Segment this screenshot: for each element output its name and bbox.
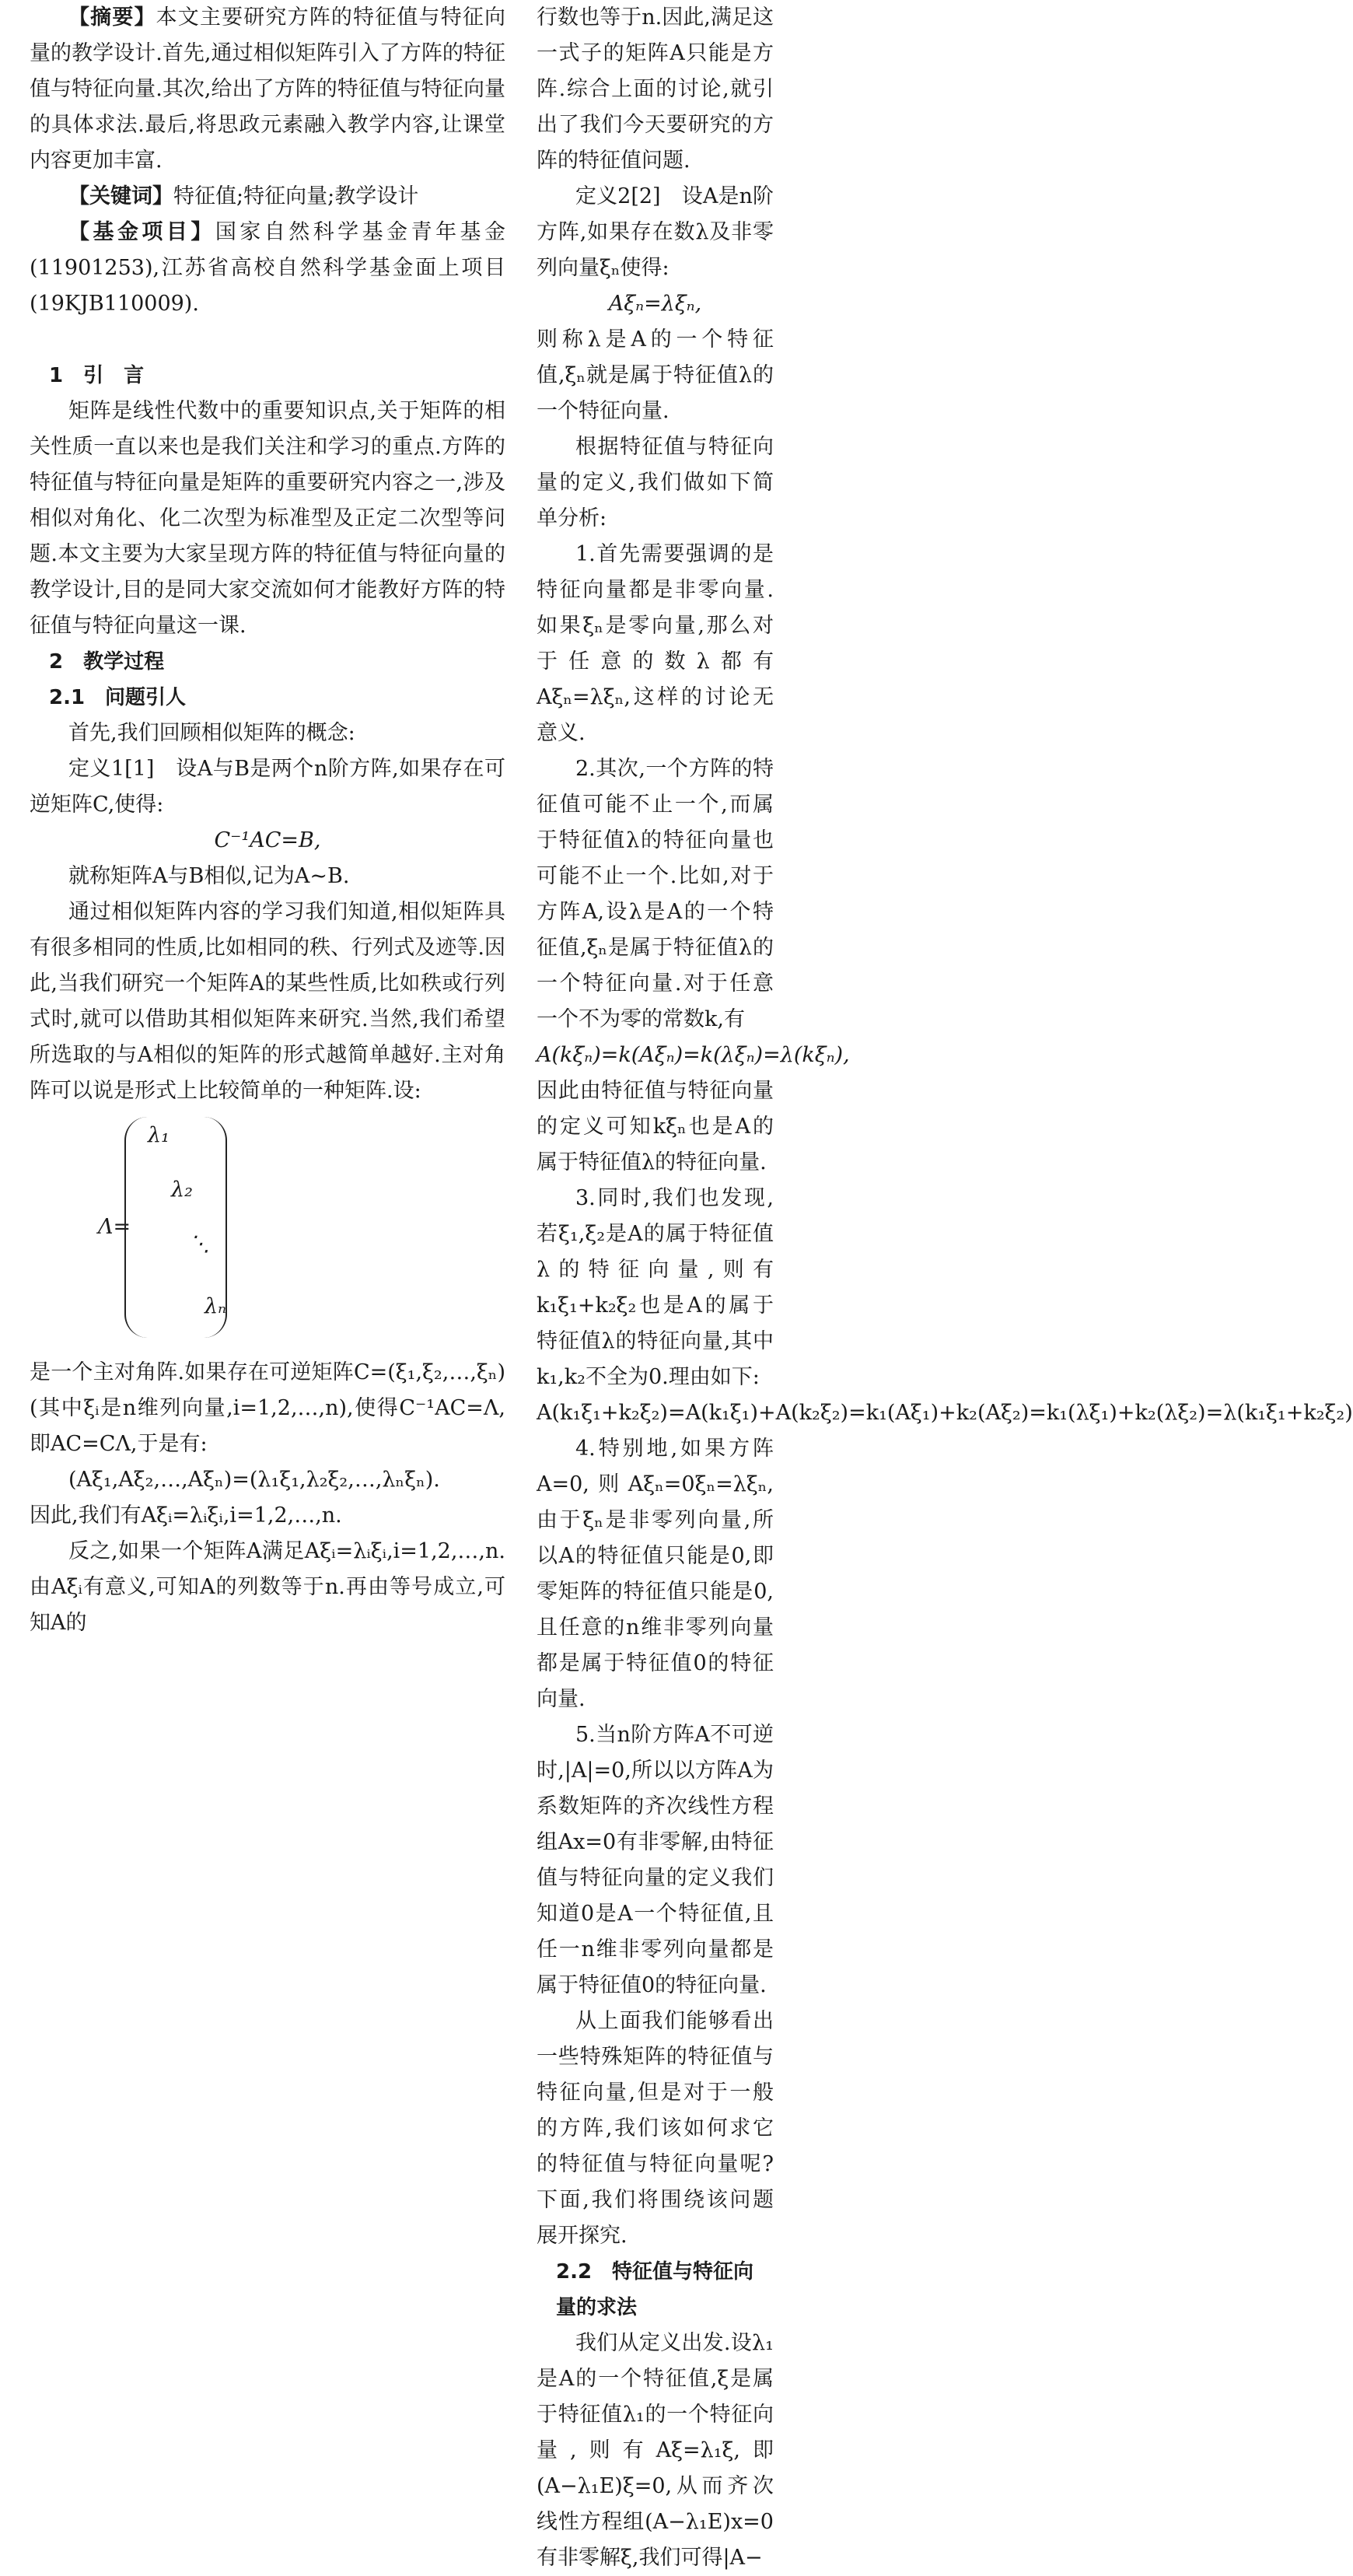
matrix-label: Λ=	[98, 1215, 131, 1239]
converse-paragraph: 反之,如果一个矩阵A满足Aξᵢ=λᵢξᵢ,i=1,2,…,n.由Aξᵢ有意义,可知A的列数等于n.再由等号成立,可知A的	[30, 1539, 505, 1635]
fund-text: 国家自然科学基金青年基金(11901253),江苏省高校自然科学基金面上项目(19KJB110009).	[30, 220, 506, 316]
section-1-paragraph: 矩阵是线性代数中的重要知识点,关于矩阵的相关性质一直以来也是我们关注和学习的重点.方阵的特征值与特征向量是矩阵的重要研究内容之一,涉及相似对角化、化二次型为标准型及正定二次型等问题.本文主要为大家呈现方阵的特征值与特征向量的教学设计,目的是同大家交流如何才能教好方阵的特征值与特征向量这一课.	[30, 399, 505, 638]
equation-3: Aξₙ=λξₙ,	[608, 292, 702, 316]
left-column	[30, 0, 505, 1641]
matrix-entry-1: λ₁	[148, 1123, 170, 1147]
section-2-2-title: 2.2 特征值与特征向量的求法	[556, 2260, 754, 2319]
point-5: 5.当n阶方阵A不可逆时,|A|=0,所以以方阵A为系数矩阵的齐次线性方程组Ax=0有非零解,由特征值与特征向量的定义我们知道0是A一个特征值,且任一n维非零列向量都是属于特征值0的特征向量.	[537, 1723, 774, 1997]
diagonal-matrix	[30, 1115, 505, 1349]
matrix-entry-dots: ⋱	[189, 1232, 210, 1256]
fund	[30, 215, 505, 322]
diagonal-paragraph: 是一个主对角阵.如果存在可逆矩阵C=(ξ₁,ξ₂,…,ξₙ)(其中ξᵢ是n维列向量,i=1,2,…,n),使得C⁻¹AC=Λ,即AC=CΛ,于是有:	[30, 1360, 505, 1456]
abstract	[30, 0, 505, 179]
matrix-entry-2: λ₂	[171, 1178, 193, 1202]
intro-paragraph: 首先,我们回顾相似矩阵的概念:	[68, 721, 355, 745]
result-paragraph: 因此,我们有Aξᵢ=λᵢξᵢ,i=1,2,…,n.	[30, 1503, 342, 1528]
point-4: 4.特别地,如果方阵A=0,则Aξₙ=0ξₙ=λξₙ,由于ξₙ是非零列向量,所以A的特征值只能是0,即零矩阵的特征值只能是0,且任意的n维非零列向量都是属于特征值0的特征向量.	[537, 1437, 774, 1711]
keywords-label: 【关键词】	[68, 184, 173, 208]
equation-1: C⁻¹AC=B,	[214, 828, 321, 852]
fund-label: 【基金项目】	[68, 220, 215, 244]
right-paragraph-1: 行数也等于n.因此,满足这一式子的矩阵A只能是方阵.综合上面的讨论,就引出了我们今天要研究的方阵的特征值问题.	[537, 5, 774, 173]
point-2-conclusion: 因此由特征值与特征向量的定义可知kξₙ也是A的属于特征值λ的特征向量.	[537, 1079, 774, 1174]
definition-1: 定义1[1] 设A与B是两个n阶方阵,如果存在可逆矩阵C,使得:	[30, 757, 505, 817]
point-2: 2.其次,一个方阵的特征值可能不止一个,而属于特征值λ的特征向量也可能不止一个.比如,对于方阵A,设λ是A的一个特征值,ξₙ是属于特征值λ的一个特征向量.对于任意一个不为零的常数k,有	[537, 757, 774, 1031]
right-paragraph-2: 则称λ是A的一个特征值,ξₙ就是属于特征值λ的一个特征向量.	[537, 327, 774, 423]
method-paragraph: 我们从定义出发.设λ₁是A的一个特征值,ξ是属于特征值λ₁的一个特征向量,则有Aξ=λ₁ξ,即(A−λ₁E)ξ=0,从而齐次线性方程组(A−λ₁E)x=0有非零解ξ,我们可得|A−	[537, 2331, 774, 2570]
section-2-title: 2 教学过程	[49, 650, 165, 674]
matrix-entry-n: λₙ	[205, 1294, 227, 1318]
section-1-title: 1 引 言	[49, 364, 145, 387]
equation-4: A(kξₙ)=k(Aξₙ)=k(λξₙ)=λ(kξₙ),	[537, 1043, 850, 1067]
keywords-text: 特征值;特征向量;教学设计	[173, 184, 419, 208]
point-1: 1.首先需要强调的是特征向量都是非零向量.如果ξₙ是零向量,那么对于任意的数λ都有Aξₙ=λξₙ,这样的讨论无意义.	[537, 542, 774, 745]
keywords	[30, 179, 505, 215]
equation-2: (Aξ₁,Aξ₂,…,Aξₙ)=(λ₁ξ₁,λ₂ξ₂,…,λₙξₙ).	[68, 1468, 440, 1492]
equation-5: A(k₁ξ₁+k₂ξ₂)=A(k₁ξ₁)+A(k₂ξ₂)=k₁(Aξ₁)+k₂(Aξ₂)=k₁(λξ₁)+k₂(λξ₂)=λ(k₁ξ₁+k₂ξ₂)	[537, 1401, 1353, 1425]
summary-paragraph: 从上面我们能够看出一些特殊矩阵的特征值与特征向量,但是对于一般的方阵,我们该如何求它的特征值与特征向量呢?下面,我们将围绕该问题展开探究.	[537, 2009, 774, 2248]
abstract-label: 【摘要】	[68, 5, 156, 30]
abstract-text: 本文主要研究方阵的特征值与特征向量的教学设计.首先,通过相似矩阵引入了方阵的特征值与特征向量.其次,给出了方阵的特征值与特征向量的具体求法.最后,将思政元素融入教学内容,让课堂内容更加丰富.	[30, 5, 506, 173]
similar-matrix-paragraph: 通过相似矩阵内容的学习我们知道,相似矩阵具有很多相同的性质,比如相同的秩、行列式及迹等.因此,当我们研究一个矩阵A的某些性质,比如秩或行列式时,就可以借助其相似矩阵来研究.当然,我们希望所选取的与A相似的矩阵的形式越简单越好.主对角阵可以说是形式上比较简单的一种矩阵.设:	[30, 900, 505, 1103]
right-paragraph-3: 根据特征值与特征向量的定义,我们做如下简单分析:	[537, 435, 774, 530]
section-2-1-title: 2.1 问题引人	[49, 686, 187, 709]
right-column	[537, 0, 1353, 2576]
definition-2: 定义2[2] 设A是n阶方阵,如果存在数λ及非零列向量ξₙ使得:	[537, 184, 774, 280]
definition-1-conclusion: 就称矩阵A与B相似,记为A~B.	[68, 864, 350, 888]
point-3: 3.同时,我们也发现,若ξ₁,ξ₂是A的属于特征值λ的特征向量,则有k₁ξ₁+k₂ξ₂也是A的属于特征值λ的特征向量,其中k₁,k₂不全为0.理由如下:	[537, 1186, 774, 1389]
